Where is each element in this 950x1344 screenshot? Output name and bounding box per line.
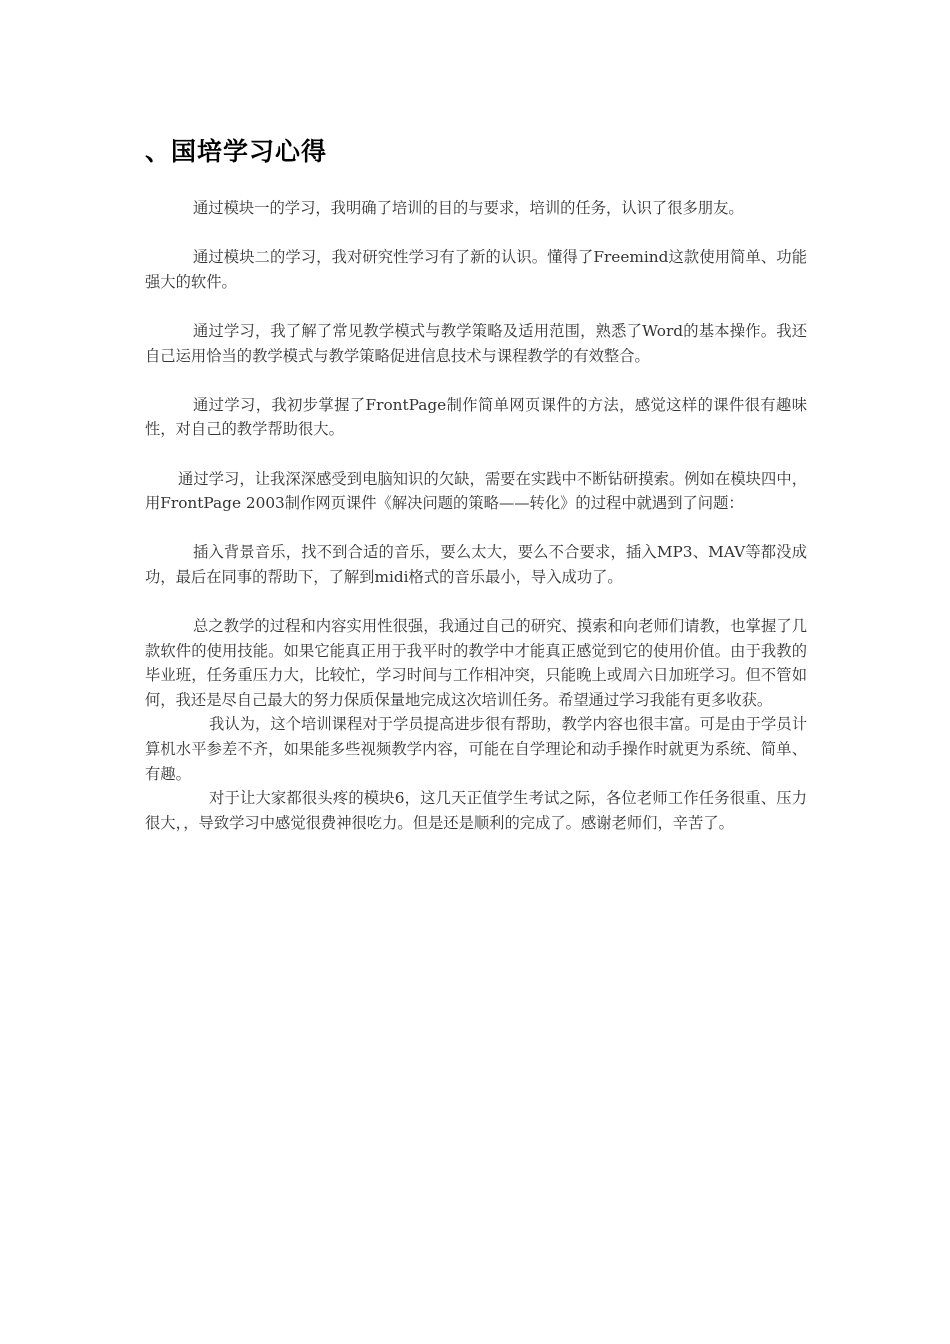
paragraph-module-six: 对于让大家都很头疼的模块6，这几天正值学生考试之际，各位老师工作任务很重、压力很大，，导致学习中感觉很费神很吃力。但是还是顺利的完成了。感谢老师们，辛苦了。 [145,789,807,832]
paragraph-teaching-modes: 通过学习，我了解了常见教学模式与教学策略及适用范围，熟悉了Word的基本操作。我还自己运用恰当的教学模式与教学策略促进信息技术与课程教学的有效整合。 [145,321,807,365]
paragraph-module-two: 通过模块二的学习，我对研究性学习有了新的认识。懂得了Freemind这款使用简单、功能强大的软件。 [145,248,807,291]
paragraph-summary: 总之教学的过程和内容实用性很强，我通过自己的研究、摸索和向老师们请教，也掌握了几款软件的使用技能。如果它能真正用于我平时的教学中才能真正感觉到它的使用价值。由于我教的毕业班，任务重压力大，比较忙，学习时间与工作相冲突，只能晚上或周六日加班学习。但不管如何，我还是尽自己最大的努力保质保量地完成这次培训任务。希望通过学习我能有更多收获。 [145,617,807,709]
paragraph-frontpage: 通过学习，我初步掌握了FrontPage制作简单网页课件的方法，感觉这样的课件很有趣味性，对自己的教学帮助很大。 [145,395,807,439]
document-title: 、国培学习心得 [145,137,328,166]
document-body [145,196,807,835]
paragraph-background-music: 插入背景音乐，找不到合适的音乐，要么太大，要么不合要求，插入MP3、MAV等都没成功，最后在同事的帮助下，了解到midi格式的音乐最小，导入成功了。 [145,543,807,586]
paragraph-module-one: 通过模块一的学习，我明确了培训的目的与要求，培训的任务，认识了很多朋友。 [193,199,744,217]
paragraph-computer-knowledge: 通过学习，让我深深感受到电脑知识的欠缺，需要在实践中不断钻研摸索。例如在模块四中，用FrontPage 2003制作网页课件《解决问题的策略——转化》的过程中就遇到了问题： [145,469,807,513]
paragraph-course-feedback: 我认为，这个培训课程对于学员提高进步很有帮助，教学内容也很丰富。可是由于学员计算机水平参差不齐，如果能多些视频教学内容，可能在自学理论和动手操作时就更为系统、简单、有趣。 [145,715,807,783]
